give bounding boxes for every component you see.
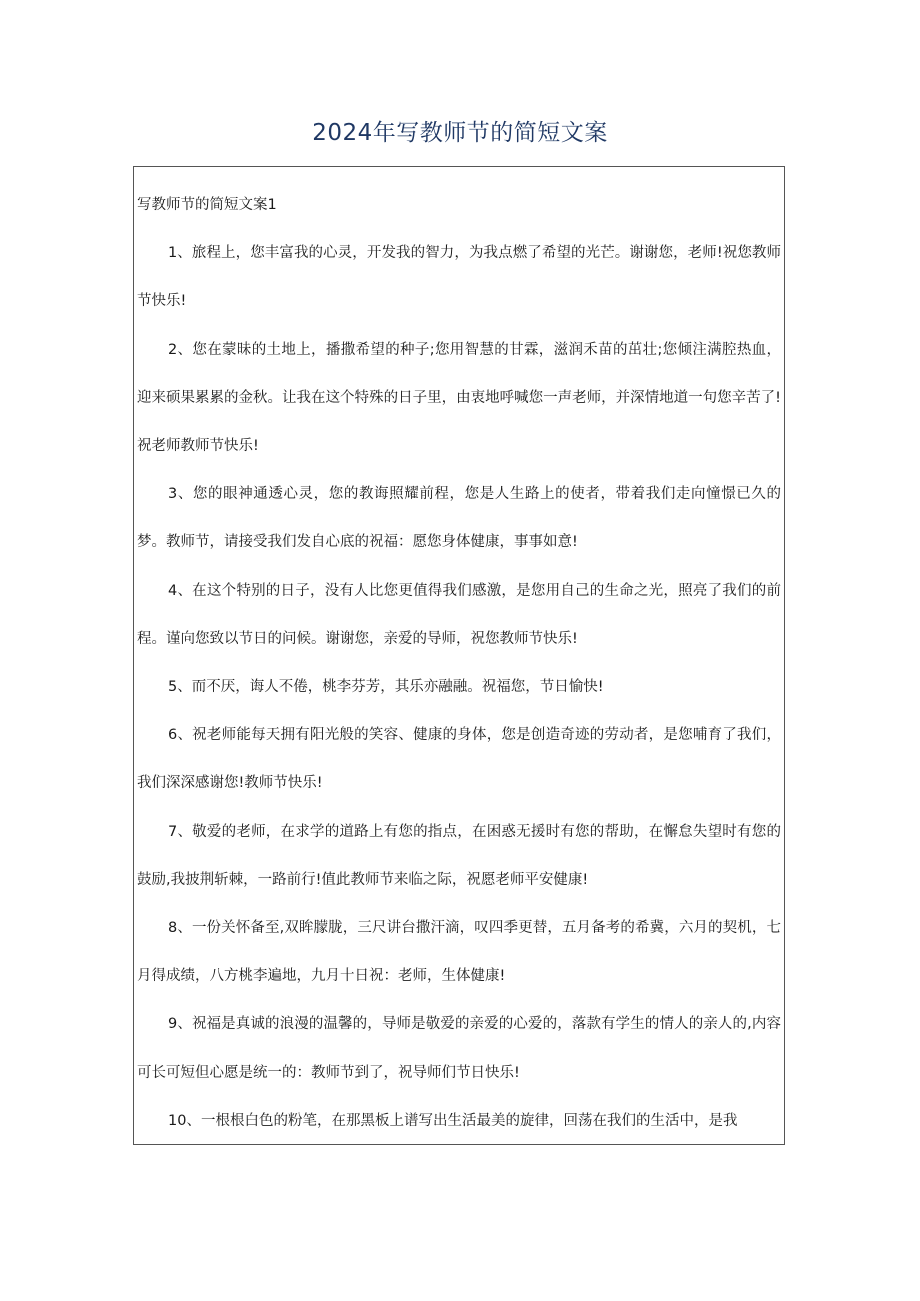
paragraph-5: 5、而不厌，诲人不倦，桃李芬芳，其乐亦融融。祝福您，节日愉快! bbox=[168, 679, 604, 696]
paragraph-6: 6、祝老师能每天拥有阳光般的笑容、健康的身体，您是创造奇迹的劳动者，是您哺育了我们，我们深深感谢您!教师节快乐! bbox=[137, 727, 781, 792]
paragraph-10: 10、一根根白色的粉笔，在那黑板上谱写出生活最美的旋律，回荡在我们的生活中，是我 bbox=[168, 1112, 738, 1129]
paragraph-8: 8、一份关怀备至,双眸朦胧，三尺讲台撒汗滴，叹四季更替，五月备考的希冀，六月的契机，七月得成绩，八方桃李遍地，九月十日祝：老师，生体健康! bbox=[137, 920, 781, 985]
paragraph-1: 1、旅程上，您丰富我的心灵，开发我的智力，为我点燃了希望的光芒。谢谢您，老师!祝您教师节快乐! bbox=[137, 245, 781, 310]
section-heading: 写教师节的简短文案1 bbox=[137, 197, 277, 213]
content-box bbox=[133, 166, 785, 1145]
paragraph-3: 3、您的眼神通透心灵，您的教诲照耀前程，您是人生路上的使者，带着我们走向憧憬已久的梦。教师节，请接受我们发自心底的祝福：愿您身体健康，事事如意! bbox=[137, 486, 781, 551]
paragraph-2: 2、您在蒙昧的土地上，播撒希望的种子;您用智慧的甘霖，滋润禾苗的茁壮;您倾注满腔热血，迎来硕果累累的金秋。让我在这个特殊的日子里，由衷地呼喊您一声老师，并深情地道一句您辛苦了!祝老师教师节快乐! bbox=[137, 341, 781, 455]
document-title: 2024年写教师节的简短文案 bbox=[312, 120, 608, 146]
paragraph-9: 9、祝福是真诚的浪漫的温馨的，导师是敬爱的亲爱的心爱的，落款有学生的情人的亲人的,内容可长可短但心愿是统一的：教师节到了，祝导师们节日快乐! bbox=[137, 1016, 781, 1081]
paragraph-4: 4、在这个特别的日子，没有人比您更值得我们感激，是您用自己的生命之光，照亮了我们的前程。谨向您致以节日的问候。谢谢您，亲爱的导师，祝您教师节快乐! bbox=[137, 582, 781, 647]
content-body bbox=[137, 181, 781, 1145]
paragraph-7: 7、敬爱的老师，在求学的道路上有您的指点，在困惑无援时有您的帮助，在懈怠失望时有您的鼓励,我披荆斩棘，一路前行!值此教师节来临之际，祝愿老师平安健康! bbox=[137, 823, 781, 888]
